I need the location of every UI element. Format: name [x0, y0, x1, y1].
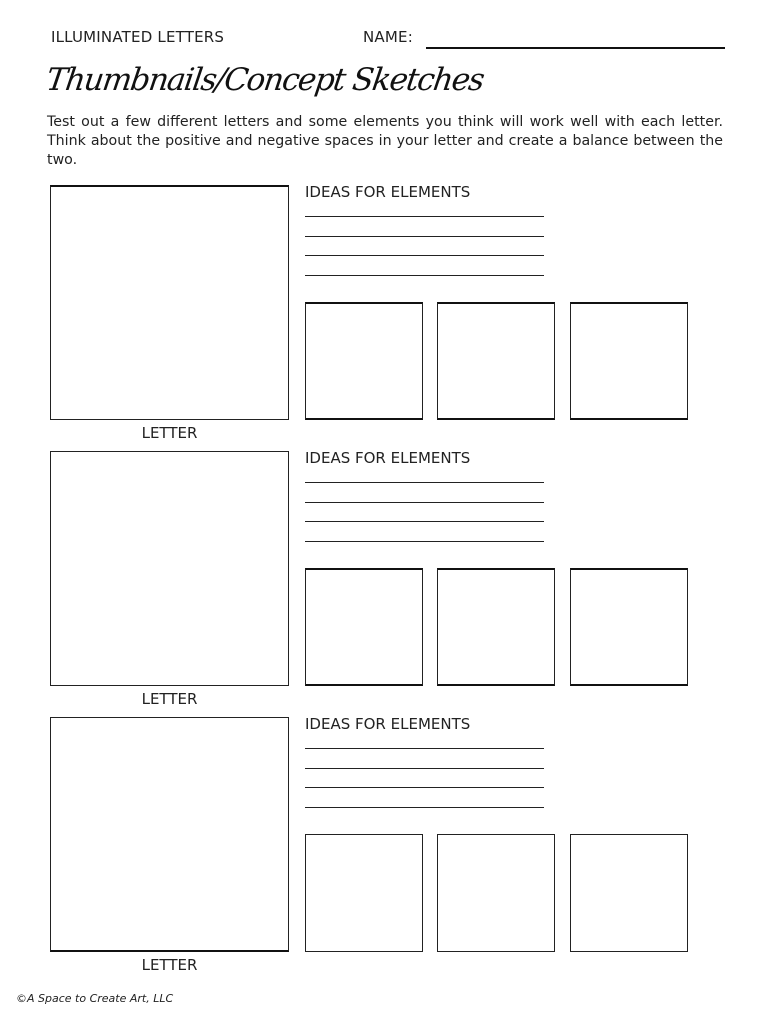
idea-line[interactable] — [305, 216, 544, 217]
idea-line[interactable] — [305, 482, 544, 483]
letter-sketch-box[interactable] — [50, 451, 289, 686]
copyright-footer: ©A Space to Create Art, LLC — [16, 992, 174, 1005]
course-title: ILLUMINATED LETTERS — [51, 28, 225, 46]
ideas-label: IDEAS FOR ELEMENTS — [305, 449, 471, 467]
letter-label: LETTER — [141, 690, 198, 708]
page-title: Thumbnails/Concept Sketches — [44, 62, 486, 98]
idea-line[interactable] — [305, 807, 544, 808]
thumbnail-box[interactable] — [305, 834, 423, 952]
idea-line[interactable] — [305, 236, 544, 237]
name-field-line[interactable] — [426, 47, 725, 49]
idea-line[interactable] — [305, 275, 544, 276]
thumbnail-box[interactable] — [570, 568, 688, 686]
letter-label: LETTER — [141, 424, 198, 442]
letter-sketch-box[interactable] — [50, 185, 289, 420]
sketch-section-3 — [0, 717, 768, 983]
letter-sketch-box[interactable] — [50, 717, 289, 952]
idea-line[interactable] — [305, 502, 544, 503]
thumbnail-box[interactable] — [305, 568, 423, 686]
thumbnail-box[interactable] — [437, 568, 555, 686]
letter-label: LETTER — [141, 956, 198, 974]
thumbnail-box[interactable] — [437, 302, 555, 420]
ideas-label: IDEAS FOR ELEMENTS — [305, 183, 471, 201]
name-label: NAME: — [363, 28, 413, 46]
sketch-section-2 — [0, 451, 768, 717]
idea-line[interactable] — [305, 255, 544, 256]
ideas-label: IDEAS FOR ELEMENTS — [305, 715, 471, 733]
idea-line[interactable] — [305, 541, 544, 542]
idea-line[interactable] — [305, 521, 544, 522]
thumbnail-box[interactable] — [570, 834, 688, 952]
thumbnail-box[interactable] — [437, 834, 555, 952]
instructions-text: Test out a few different letters and some elements you think will work well with each letter. Think about the positive and negative spaces in your letter and create a balance between the two. — [47, 114, 723, 168]
idea-line[interactable] — [305, 768, 544, 769]
idea-line[interactable] — [305, 748, 544, 749]
sketch-section-1 — [0, 185, 768, 451]
thumbnail-box[interactable] — [570, 302, 688, 420]
idea-line[interactable] — [305, 787, 544, 788]
thumbnail-box[interactable] — [305, 302, 423, 420]
